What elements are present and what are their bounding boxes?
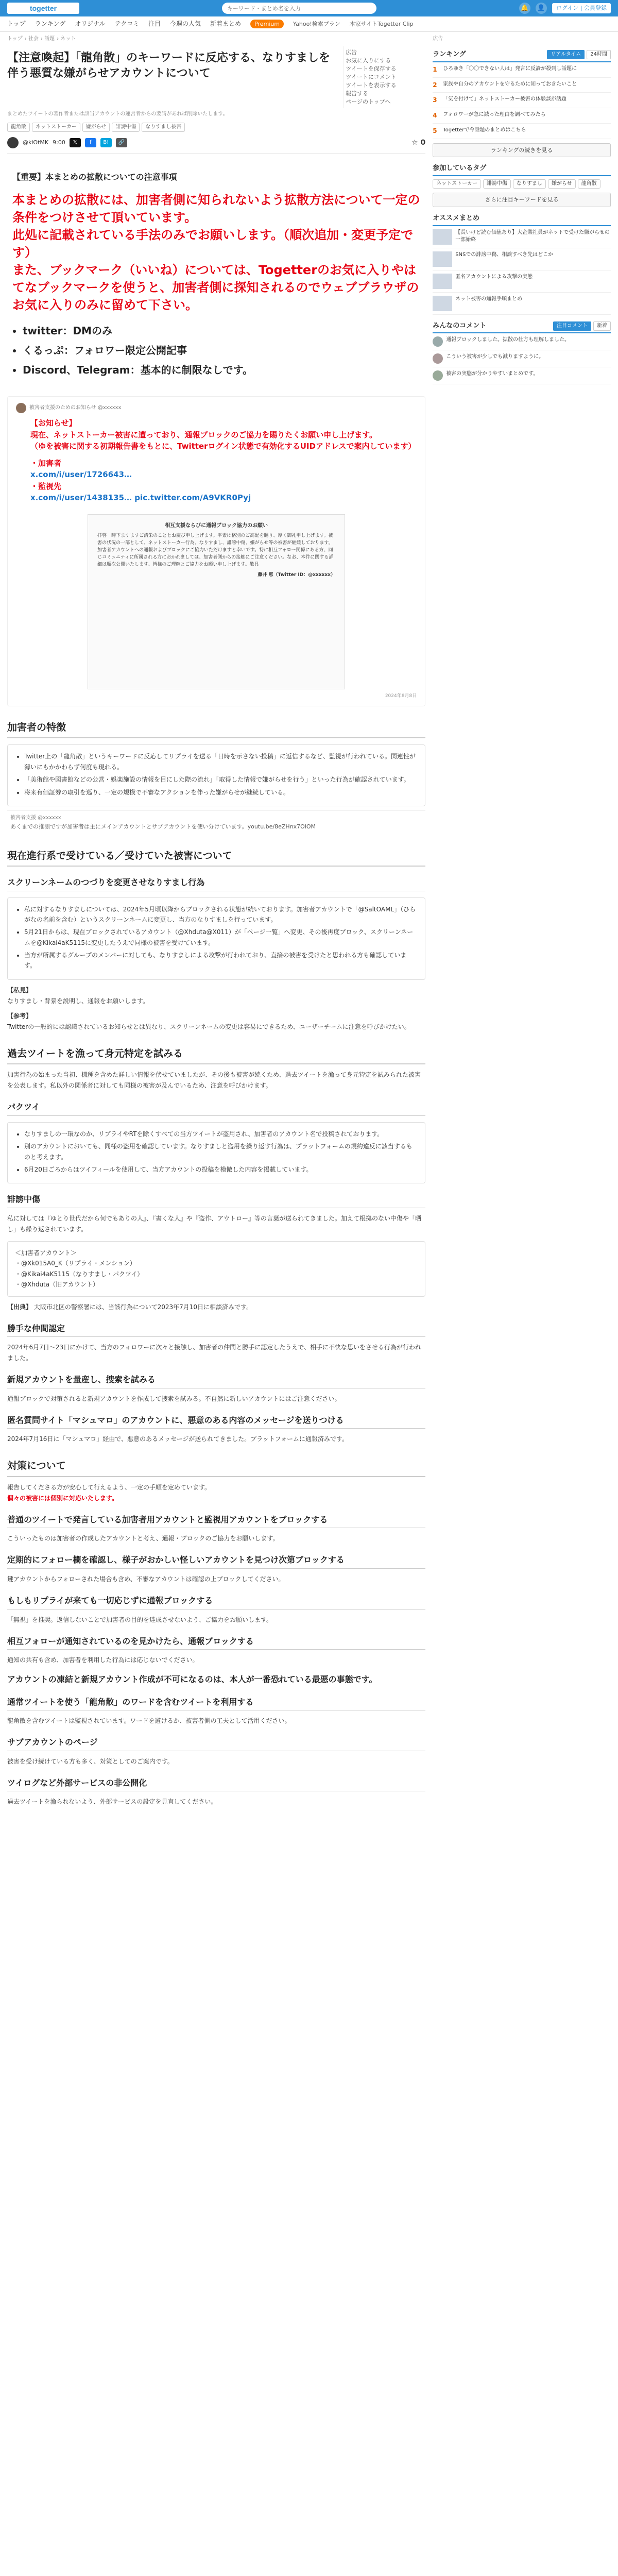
search-input[interactable] (222, 3, 376, 14)
image-signature: 藤井 恵（Twitter ID：@xxxxxx） (258, 572, 336, 578)
ranking-item-title: Togetterで今話題のまとめはこちら (443, 127, 526, 133)
nav-featured[interactable]: 注目 (148, 20, 161, 27)
list-item: • 6月20日ごろからはツイフィールを使用して、当方アカウントの投稿を模倣した内容を掲載しています。 (24, 1164, 418, 1175)
section-heading: 加害者の特徴 (7, 720, 425, 738)
nav-premium-badge[interactable]: Premium (250, 20, 284, 29)
breadcrumb: トップ › 社会 › 話題 › ネット (7, 36, 76, 42)
content-box (7, 1122, 425, 1184)
notice-list-item: • twitter：DMのみ (23, 321, 420, 341)
side-tag[interactable]: ネットストーカー (433, 179, 481, 189)
notice-list (23, 321, 420, 380)
author-row (7, 137, 425, 148)
subsection-heading: サブアカウントのページ (7, 1736, 425, 1751)
nav-yahoo-plan[interactable]: Yahoo!検索プラン (293, 20, 340, 27)
section-heading: 現在進行系で受けている／受けていた被害について (7, 848, 425, 867)
tag-heading-title: 参加しているタグ (433, 164, 487, 173)
recommend-item[interactable] (433, 248, 611, 270)
paragraph (7, 1302, 425, 1313)
recommend-item[interactable] (433, 226, 611, 248)
tag-more-button[interactable]: さらに注目キーワードを見る (433, 193, 611, 207)
rank-number: 2 (433, 81, 437, 89)
community-title: みんなのコメント (433, 321, 487, 330)
comment-item[interactable] (433, 367, 611, 384)
recommend-item[interactable] (433, 270, 611, 293)
recommend-heading (433, 213, 611, 226)
ad-label: 広告 (433, 36, 443, 42)
ranking-item-title: 家族や自分のアカウントを守るために知っておきたいこと (443, 81, 577, 87)
comment (7, 810, 425, 835)
notice-list-item: • Discord、Telegram：基本的に制限なしです。 (23, 360, 420, 380)
comment-body: あくまでの推測ですが加害者は主にメインアカウントとサブアカウントを使い分けています。youtu.be/8eZHnx7OlOM (10, 823, 316, 830)
list-item: • 5月21日からは、現在ブロックされているアカウント（@Xhduta@X011）が「ページ一覧」へ変更、その後再度ブロック、スクリーンネームを@Kikai4aK5115に変更したうえで同様の被害を受けています。 (24, 927, 418, 948)
ranking-item-title: ひろゆき「〇〇できない人は」発言に反論が殺到し話題に (443, 65, 577, 72)
ranking-item[interactable] (433, 78, 611, 93)
rank-number: 3 (433, 96, 437, 104)
hatena-share-icon[interactable]: B! (100, 138, 112, 147)
paragraph: 過去ツイートを漁られないよう、外部サービスの設定を見直してください。 (7, 1798, 217, 1806)
ranking-title: ランキング (433, 50, 466, 58)
subsection-heading: 相互フォローが通知されているのを見かけたら、通報ブロックする (7, 1635, 425, 1650)
sidebar (433, 32, 611, 1810)
main-nav (0, 16, 618, 32)
login-button[interactable]: ログイン | 会員登録 (552, 3, 611, 13)
recommend-item-title: SNSでの誹謗中傷、相談すべき先はどこか (455, 251, 554, 258)
paragraph-line: 報告してくださる方が安心して行えるよう、一定の手順を定めています。 (7, 1483, 211, 1491)
content-box (7, 897, 425, 980)
paragraph: 鍵アカウントからフォローされた場合も含め、不審なアカウントは確認の上ブロックしてください。 (7, 1575, 285, 1583)
paragraph: 通報ブロックで対策されると新規アカウントを作成して捜索を試みる。不自然に新しいアカウントにはご注意ください。 (7, 1395, 341, 1402)
ranking-item[interactable] (433, 93, 611, 108)
notice-line: また、ブックマーク（いいね）については、Togetterのお気に入りやはてなブックマークを使うと、加害者側に探知されるのでウェブブラウザのお気に入りのみに留めて下さい。 (12, 262, 419, 313)
facebook-share-icon[interactable]: f (85, 138, 96, 147)
features-box (7, 744, 425, 806)
tab-24h[interactable]: 24時間 (587, 50, 611, 59)
list-item: • 私に対するなりすましについては、2024年5月頃以降からブロックされる状態が続いております。加害者アカウントで「@SaltOAML」（ひらがなの名前を含む）というスクリーンネームに変更し、当方のなりすましを行っています。 (24, 904, 418, 925)
post-time: 9:00 (53, 139, 65, 146)
subsection-heading: 普通のツイートで発言している加害者用アカウントと監視用アカウントをブロックする (7, 1513, 425, 1529)
notice-block (7, 159, 425, 384)
rank-number: 1 (433, 65, 437, 73)
ranking-heading (433, 49, 611, 62)
tweet-user[interactable]: 被害者支援のためのお知らせ @xxxxxx (29, 405, 122, 411)
recommend-item-title: 匿名アカウントによる攻撃の実態 (455, 274, 533, 280)
page-layout (0, 32, 618, 1810)
list-item: • Twitter上の「龍角散」というキーワードに反応してリプライを送る「日時を示さない投稿」に返信するなど、監視が行われている。関連性が薄いにもかかわらず何度も現れる。 (24, 751, 418, 772)
side-menu-mini[interactable]: 広告 お気に入りにする ツイートを保存する ツイートにコメント ツイートを表示する 報告する ページのトップへ (343, 46, 425, 108)
favorite-count-value: 0 (420, 138, 426, 147)
tab-realtime[interactable]: リアルタイム (547, 50, 585, 59)
comment-item[interactable] (433, 333, 611, 350)
side-tag[interactable]: なりすまし (513, 179, 546, 189)
cite-heading: 【出典】 (7, 1303, 32, 1311)
article-description: まとめたツイートの著作者または該当アカウントの運営者からの要請があれば削除いたします。 (7, 111, 228, 117)
ranking-tabs (547, 50, 611, 59)
image-body: 拝啓 時下ますますご清栄のこととお慶び申し上げます。平素は格別のご高配を賜り、厚く御礼申し上げます。被害の状況の一部として、ネットストーカー行為、なりすまし、誹謗中傷、嫌がらせ等の被害が継続しております。加害者アカウントへの通報およびブロックにご協力いただけますと幸いです。特に相互フォロー関係にある方、同じコミュニティに所属される方におかれましては、加害者側からの接触にご注意ください。なお、本件に関する詳細は順次公開いたします。皆様のご理解とご協力をお願い申し上げます。敬具 (97, 533, 334, 567)
paragraph: 龍角散を含むツイートは監視されています。ワードを避けるか、被害者側の工夫として活用ください。 (7, 1717, 291, 1725)
paragraph: 通知の共有も含め、加害者を利用した行為には応じないでください。 (7, 1656, 199, 1664)
recommend-item-title: 【長いけど読む価値あり】大企業社員がネットで受けた嫌がらせの一部始終 (455, 229, 610, 243)
tweet-link[interactable]: x.com/i/user/1438135… pic.twitter.com/A9VKR0Pyj (30, 493, 251, 503)
recommend-item-title: ネット被害の通報手順まとめ (455, 296, 523, 302)
paragraph (7, 985, 425, 1032)
recommend-title: オススメまとめ (433, 214, 480, 222)
top-header (0, 0, 618, 16)
author-name[interactable]: @kiOtMK (23, 139, 49, 146)
ranking-item[interactable] (433, 124, 611, 139)
avatar[interactable] (7, 137, 19, 148)
side-tag[interactable]: 龍角散 (578, 179, 600, 189)
section-heading: 過去ツイートを漁って身元特定を試みる (7, 1046, 425, 1064)
ranking-more-button[interactable]: ランキングの続きを見る (433, 143, 611, 158)
subsection-heading: 定期的にフォロー欄を確認し、様子がおかしい怪しいアカウントを見つけ次第ブロックする (7, 1553, 425, 1569)
paragraph: 「無視」を推奨。返信しないことで加害者の目的を達成させないよう、ご協力をお願いします。 (7, 1616, 273, 1623)
section-heading: 対策について (7, 1458, 425, 1477)
tweet-line: ・加害者 (30, 458, 62, 468)
list-item: • 別のアカウントにおいても、同様の盗用を確認しています。なりすましと盗用を繰り返す行為は、プラットフォームの規約違反に該当するものと考えます。 (24, 1141, 418, 1162)
community-heading (433, 321, 611, 334)
thumbnail (433, 274, 452, 289)
subsection-heading: 通常ツイートを使う「龍角散」のワードを含むツイートを利用する (7, 1696, 425, 1711)
rank-number: 4 (433, 112, 437, 120)
notice-line: 本まとめの拡散には、加害者側に知られないよう拡散方法について一定の条件をつけさせて頂いています。 (12, 192, 420, 225)
tweet-line: （ゆを被害に関する初期報告書をもとに、Twitterログイン状態で有効化するUIDアドレスで案内しています） (30, 442, 416, 451)
notice-list-item: • くるっぷ：フォロワー限定公開記事 (23, 341, 420, 360)
nav-top[interactable]: トップ (7, 20, 26, 27)
paragraph: 被害を受け続けている方も多く、対策としてのご案内です。 (7, 1757, 174, 1765)
copy-link-icon[interactable]: 🔗 (116, 138, 127, 147)
notice-red-text (12, 191, 420, 314)
tag-item[interactable]: 嫌がらせ (82, 123, 110, 132)
tweet-image[interactable] (88, 514, 345, 689)
ranking-item[interactable] (433, 62, 611, 78)
nav-clip[interactable]: 本家サイトTogetter Clip (349, 20, 414, 27)
favorite-count[interactable]: ☆ 0 (411, 138, 426, 147)
logo-text: togetter (29, 4, 57, 12)
list-item: • 「美術館や図書館などの公営・娯楽施設の情報を目にした際の流れ」「取得した情報で嫌がらせを行う」といった行為が確認されています。 (24, 774, 418, 785)
list-item: • 将来有価証券の取引を巡り、一定の規模で不審なアクションを伴った嫌がらせが継続している。 (24, 787, 418, 798)
thumbnail (433, 296, 452, 311)
nav-weekly[interactable]: 今週の人気 (169, 20, 201, 27)
ranking-item[interactable] (433, 108, 611, 124)
paragraph: 私に対しては『ゆとり世代だから何でもありの人』、『書くな人』や『盗作、アウトロー』等の言葉が送られてきました。加えて根拠のない中傷や「晒し」も繰り返されています。 (7, 1215, 422, 1233)
paragraph: こういったものは加害者の作成したアカウントと考え、通報・ブロックのご協力をお願いします。 (7, 1535, 279, 1543)
paragraph: 2024年6月7日〜23日にかけて、当方のフォロワーに次々と接触し、加害者の仲間と勝手に認定したうえで、相手に不快な思いをさせる行為が行われました。 (7, 1344, 422, 1362)
subsection-heading: スクリーンネームのつづりを変更させなりすまし行為 (7, 876, 425, 891)
tab-featured-comments[interactable]: 注目コメント (553, 321, 591, 331)
list-item: • なりすましの一環なのか、リプライやRTを除くすべての当方ツイートが盗用され、加害者のアカウント名で投稿されております。 (24, 1129, 418, 1139)
rank-number: 5 (433, 127, 437, 134)
nav-ranking[interactable]: ランキング (35, 20, 66, 27)
ranking-item-title: フォロワーが急に減った理由を調べてみたら (443, 112, 546, 118)
ranking-item-title: 「気を付けて」ネットストーカー被害の体験談が話題 (443, 96, 566, 103)
tab-new-comments[interactable]: 新着 (593, 321, 611, 331)
breadcrumb-item[interactable]: ネット (60, 36, 76, 42)
avatar (433, 336, 443, 347)
comment-item[interactable] (433, 350, 611, 367)
community-tabs (553, 321, 611, 331)
tag-item[interactable]: 誹謗中傷 (112, 123, 140, 132)
notice-heading: 【重要】本まとめの拡散についての注意事項 (12, 172, 177, 182)
paragraph-red: 個々の被害には個別に対応いたします。 (7, 1494, 118, 1502)
side-tag[interactable]: 誹謗中傷 (483, 179, 511, 189)
side-tag[interactable]: 嫌がらせ (548, 179, 576, 189)
breadcrumb-item[interactable]: トップ (7, 36, 23, 42)
main-column (7, 32, 425, 1810)
image-title: 相互支援ならびに通報ブロック協力のお願い (165, 522, 268, 529)
note-heading: 【参考】 (7, 1012, 32, 1020)
subsection-heading: パクツイ (7, 1100, 425, 1116)
tweet-card (7, 396, 425, 706)
tweet-line: 【お知らせ】 (30, 418, 77, 428)
avatar (433, 370, 443, 381)
nav-tech[interactable]: テクコミ (114, 20, 139, 27)
note-text: Twitterの一般的には認識されているお知らせとは異なり、スクリーンネームの変更は容易にできるため、ユーザーチームに注意を呼びかけたい。 (7, 1023, 410, 1030)
comment-user[interactable]: 被害者支援 @xxxxxx (10, 815, 61, 821)
comment-text: 通報ブロックしました。拡散の仕方も理解しました。 (446, 337, 570, 343)
recommend-item[interactable] (433, 293, 611, 315)
subsection-heading: 勝手な仲間認定 (7, 1322, 425, 1337)
tweet-line: 現在、ネットストーカー被害に遭っており、通報ブロックのご協力を賜りたくお願い申し上げます。 (30, 430, 377, 439)
side-tag-list (433, 179, 611, 189)
subsection-heading: 匿名質問サイト「マシュマロ」のアカウントに、悪意のある内容のメッセージを送りつける (7, 1414, 425, 1429)
tweet-line: ・監視先 (30, 481, 62, 491)
tag-item[interactable]: 龍角散 (7, 123, 30, 132)
tweet-header (16, 403, 417, 413)
tweet-time[interactable]: 2024年8月8日 (385, 693, 417, 699)
tag-heading (433, 163, 611, 176)
breadcrumb-item[interactable]: 社会 (28, 36, 39, 42)
note-text: なりすまし・背景を説明し、通報をお願いします。 (7, 997, 149, 1005)
bell-icon[interactable]: 🔔 (519, 3, 530, 14)
title-row (7, 46, 425, 108)
notice-line: 此処に記載されている手法のみでお願いします。（順次追加・変更予定です） (12, 227, 414, 260)
note-heading: 【私見】 (7, 986, 32, 994)
subsection-heading: ツイログなど外部サービスの非公開化 (7, 1776, 425, 1792)
subsection-heading: もしもリプライが来ても一切応じずに通報ブロックする (7, 1594, 425, 1609)
paragraph (7, 1482, 425, 1504)
tag-item[interactable]: なりすまし被害 (142, 123, 185, 132)
page-title: 【注意喚起】「龍角散」のキーワードに反応する、なりすましを伴う悪質な嫌がらせアカウントについて (7, 52, 331, 80)
comment-text: 被害の実態が分かりやすいまとめです。 (446, 371, 539, 377)
subsection-heading: 誹謗中傷 (7, 1193, 425, 1208)
tweet-link[interactable]: x.com/i/user/1726643… (30, 470, 132, 480)
subsection-heading: 新規アカウントを量産し、捜索を試みる (7, 1373, 425, 1388)
site-logo[interactable] (7, 3, 79, 14)
tag-list (7, 123, 425, 132)
thumbnail (433, 229, 452, 245)
x-share-icon[interactable]: 𝕏 (70, 138, 81, 147)
thumbnail (433, 251, 452, 267)
avatar[interactable] (16, 403, 26, 413)
cite-body: 大阪市北区の警察署には、当該行為について2023年7月10日に相談済みです。 (33, 1303, 253, 1311)
list-item: • 当方が所属するグループのメンバーに対しても、なりすましによる攻撃が行われており、直接の被害を受けたと思われる方も確認しています。 (24, 950, 418, 971)
breadcrumb-item[interactable]: 話題 (44, 36, 55, 42)
content-box: ＜加害者アカウント＞ ・@Xk015A0_K（リプライ・メンション） ・@Kikai4aK5115（なりすまし・パクツイ） ・@Xhduta（旧アカウント） (7, 1241, 425, 1297)
avatar (433, 353, 443, 364)
paragraph: 2024年7月16日に「マシュマロ」経由で、悪意のあるメッセージが送られてきました。プラットフォームに通報済みです。 (7, 1435, 349, 1443)
nav-original[interactable]: オリジナル (75, 20, 106, 27)
emphasis-text: アカウントの凍結と新規アカウント作成が不可になるのは、本人が一番恐れている最悪の事態です。 (7, 1674, 377, 1685)
paragraph: 加害行為の始まった当初、機種を含めた詳しい情報を伏せていましたが、その後も被害が続くため、過去ツイートを漁って身元特定を試みられた被害を公表します。私以外の関係者に対しても同様の被害が及んでいるため、注意を呼びかけます。 (7, 1071, 421, 1090)
nav-new[interactable]: 新着まとめ (210, 20, 242, 27)
comment-text: こういう被害が少しでも減りますように。 (446, 354, 544, 360)
tag-item[interactable]: ネットストーカー (32, 123, 80, 132)
user-icon[interactable]: 👤 (536, 3, 547, 14)
tweet-body (30, 417, 417, 504)
